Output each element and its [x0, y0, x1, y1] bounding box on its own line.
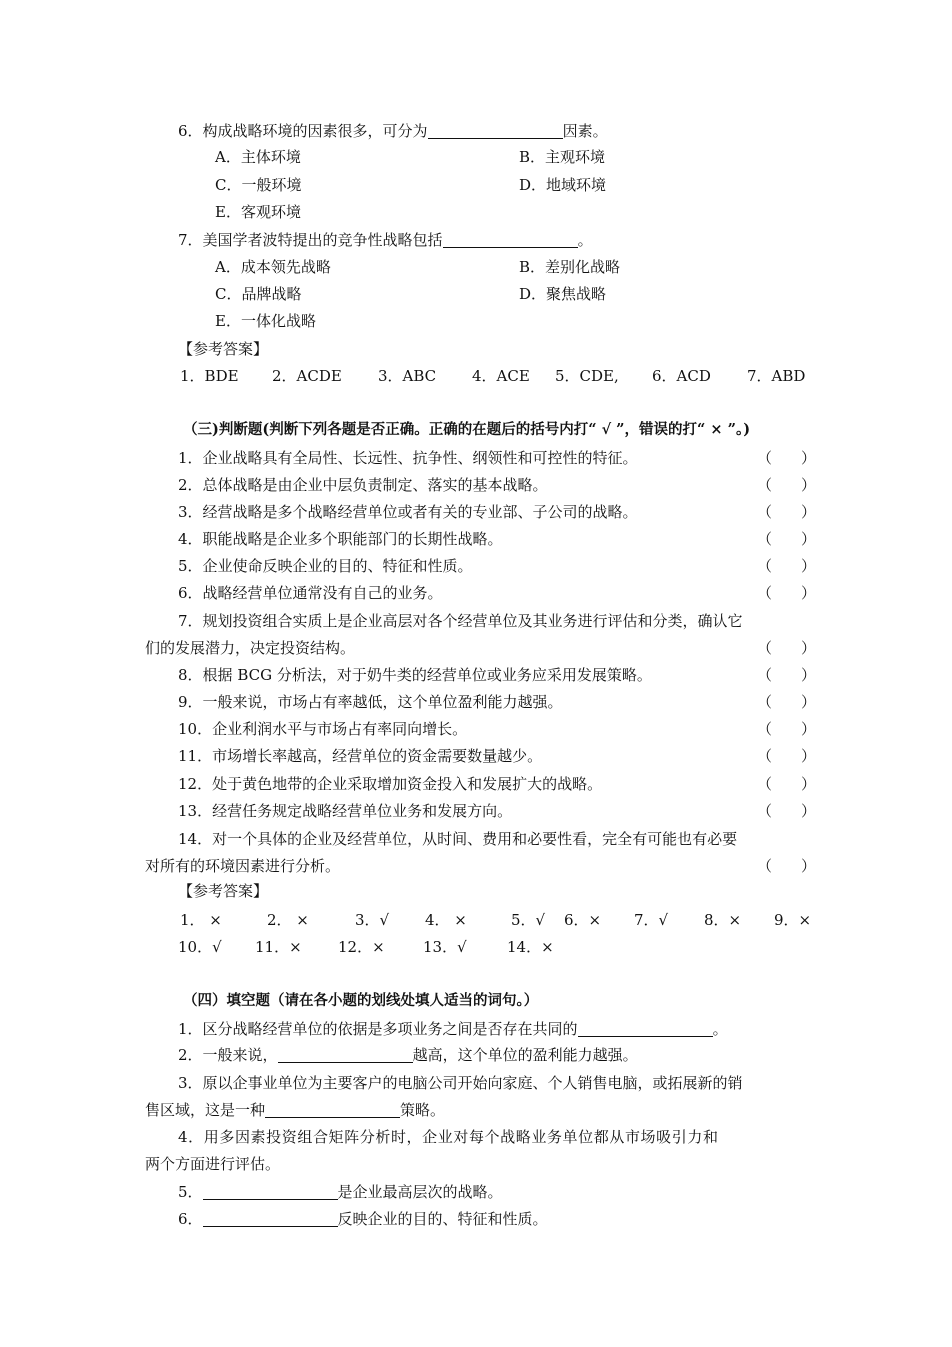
right-paren: ）: [801, 530, 817, 548]
fill-question-2: [0, 1044, 952, 1066]
question-number: 6．: [178, 122, 203, 140]
mc-answer-title: 【参考答案】: [178, 340, 269, 358]
tf-question-11: [0, 745, 952, 767]
tf-answer: 8．×: [704, 911, 742, 929]
tf-question-10: [0, 718, 952, 740]
mc-answer-row: [0, 365, 952, 387]
right-paren: ）: [801, 557, 817, 575]
tf-answer: 2． ×: [267, 911, 309, 929]
mc-answer: 4．ACE: [472, 367, 530, 385]
question-text-end: 。: [712, 1020, 728, 1038]
question-number: 12．: [178, 775, 213, 793]
question-text: 一般来说，: [202, 1046, 278, 1064]
question-number: 7．: [178, 231, 203, 249]
question-text: 们的发展潜力，决定投资结构。: [145, 639, 356, 657]
answer-blank[interactable]: [203, 1210, 338, 1227]
option-a: A．主体环境: [215, 148, 301, 166]
question-text: 两个方面进行评估。: [145, 1155, 281, 1173]
mc-question-6: [0, 120, 952, 142]
left-paren: （: [757, 639, 773, 657]
question-text: 美国学者波特提出的竞争性战略包括: [202, 231, 443, 249]
mc-answer: 6．ACD: [652, 367, 711, 385]
tf-answer: 7．√: [634, 911, 669, 929]
option-b: B．差别化战略: [519, 258, 621, 276]
answer-blank[interactable]: [265, 1101, 400, 1118]
tf-answer: 1． ×: [180, 911, 222, 929]
right-paren: ）: [801, 775, 817, 793]
option-c: C．一般环境: [215, 176, 302, 194]
question-text-end: 反映企业的目的、特征和性质。: [337, 1210, 548, 1228]
fill-question-3-cont: [0, 1099, 952, 1121]
question-text: 企业使命反映企业的目的、特征和性质。: [202, 557, 473, 575]
tf-question-7: [0, 610, 952, 632]
option-d: D．地域环境: [519, 176, 607, 194]
tf-answer-row-1: [0, 909, 952, 931]
right-paren: ）: [801, 476, 817, 494]
question-number: 3．: [178, 1074, 203, 1092]
option-e: E．客观环境: [215, 203, 301, 221]
question-text-end: 是企业最高层次的战略。: [337, 1183, 503, 1201]
question-text: 用多因素投资组合矩阵分析时，企业对每个战略业务单位都从市场吸引力和: [203, 1128, 719, 1146]
question-number: 3．: [178, 503, 203, 521]
answer-blank[interactable]: [428, 122, 563, 139]
left-paren: （: [757, 476, 773, 494]
option-a: A．成本领先战略: [215, 258, 331, 276]
tf-answer-row-2: [0, 936, 952, 958]
mc-q6-options-row-2: [0, 174, 952, 196]
section-title-fill-in: （四）填空题（请在各小题的划线处填人适当的词句。）: [183, 992, 539, 1009]
mc-q7-options-row-1: [0, 256, 952, 278]
question-text: 区分战略经营单位的依据是多项业务之间是否存在共同的: [202, 1020, 578, 1038]
question-number: 2．: [178, 476, 203, 494]
question-text: 总体战略是由企业中层负责制定、落实的基本战略。: [202, 476, 548, 494]
tf-answer: 9．×: [774, 911, 812, 929]
question-number: 7．: [178, 612, 203, 630]
right-paren: ）: [801, 449, 817, 467]
fill-question-1: [0, 1018, 952, 1040]
question-text: 构成战略环境的因素很多，可分为: [202, 122, 428, 140]
mc-answer: 7．ABD: [747, 367, 806, 385]
question-number: 14．: [178, 830, 213, 848]
answer-blank[interactable]: [578, 1020, 713, 1037]
question-number: 2．: [178, 1046, 203, 1064]
tf-question-7-cont: [0, 637, 952, 659]
tf-question-6: [0, 582, 952, 604]
question-number: 10．: [178, 720, 213, 738]
question-number: 4．: [178, 1128, 204, 1146]
question-text: 企业战略具有全局性、长远性、抗争性、纲领性和可控性的特征。: [202, 449, 638, 467]
option-b: B．主观环境: [519, 148, 606, 166]
question-text: 对所有的环境因素进行分析。: [145, 857, 341, 875]
section-title-true-false: （三)判断题(判断下列各题是否正确。正确的在题后的括号内打“ √ ”，错误的打“ × ”。): [183, 421, 751, 438]
tf-answer: 11．×: [255, 938, 302, 956]
tf-answer: 13．√: [423, 938, 467, 956]
question-number: 11．: [178, 747, 213, 765]
question-text-end: 策略。: [400, 1101, 446, 1119]
question-text: 战略经营单位通常没有自己的业务。: [202, 584, 443, 602]
fill-question-4-cont: [0, 1153, 952, 1175]
left-paren: （: [757, 775, 773, 793]
fill-question-5: [0, 1181, 952, 1203]
question-text-end: 因素。: [562, 122, 608, 140]
question-number: 5．: [178, 1183, 203, 1201]
question-text: 企业利润水平与市场占有率同向增长。: [212, 720, 468, 738]
tf-question-14-cont: [0, 855, 952, 877]
question-text: 规划投资组合实质上是企业高层对各个经营单位及其业务进行评估和分类，确认它: [202, 612, 743, 630]
right-paren: ）: [801, 693, 817, 711]
question-number: 6．: [178, 584, 203, 602]
tf-answer: 12．×: [338, 938, 385, 956]
question-number: 5．: [178, 557, 203, 575]
right-paren: ）: [801, 802, 817, 820]
left-paren: （: [757, 720, 773, 738]
mc-q7-options-row-2: [0, 283, 952, 305]
tf-answer: 14．×: [507, 938, 554, 956]
question-text-end: 。: [577, 231, 593, 249]
right-paren: ）: [801, 584, 817, 602]
right-paren: ）: [801, 503, 817, 521]
left-paren: （: [757, 584, 773, 602]
mc-answer: 3．ABC: [378, 367, 437, 385]
question-text: 根据 BCG 分析法，对于奶牛类的经营单位或业务应采用发展策略。: [202, 666, 652, 684]
question-text: 市场增长率越高，经营单位的资金需要数量越少。: [212, 747, 543, 765]
tf-question-2: [0, 474, 952, 496]
mc-q7-options-row-3: [0, 310, 952, 332]
left-paren: （: [757, 857, 773, 875]
question-number: 13．: [178, 802, 213, 820]
tf-answer: 6．×: [564, 911, 602, 929]
right-paren: ）: [801, 639, 817, 657]
mc-answer: 1．BDE: [180, 367, 239, 385]
fill-question-6: [0, 1208, 952, 1230]
question-number: 6．: [178, 1210, 203, 1228]
question-text: 处于黄色地带的企业采取增加资金投入和发展扩大的战略。: [212, 775, 603, 793]
question-text: 售区域，这是一种: [145, 1101, 266, 1119]
tf-answer-title: 【参考答案】: [178, 882, 269, 900]
left-paren: （: [757, 530, 773, 548]
tf-answer: 4． ×: [425, 911, 467, 929]
left-paren: （: [757, 666, 773, 684]
question-text-end: 越高，这个单位的盈利能力越强。: [412, 1046, 638, 1064]
mc-q6-options-row-3: [0, 201, 952, 223]
right-paren: ）: [801, 857, 817, 875]
tf-question-12: [0, 773, 952, 795]
mc-question-7: [0, 229, 952, 251]
tf-question-9: [0, 691, 952, 713]
fill-question-3: [0, 1072, 952, 1094]
tf-question-4: [0, 528, 952, 550]
answer-blank[interactable]: [203, 1183, 338, 1200]
mc-q6-options-row-1: [0, 146, 952, 168]
left-paren: （: [757, 802, 773, 820]
question-number: 9．: [178, 693, 203, 711]
tf-answer: 3．√: [355, 911, 390, 929]
tf-question-3: [0, 501, 952, 523]
question-text: 职能战略是企业多个职能部门的长期性战略。: [202, 530, 503, 548]
mc-answer: 5．CDE,: [555, 367, 619, 385]
question-text: 经营任务规定战略经营单位业务和发展方向。: [212, 802, 513, 820]
tf-question-1: [0, 447, 952, 469]
answer-blank[interactable]: [443, 231, 578, 248]
mc-answer: 2．ACDE: [272, 367, 342, 385]
question-text: 对一个具体的企业及经营单位，从时间、费用和必要性看，完全有可能也有必要: [212, 830, 738, 848]
tf-question-8: [0, 664, 952, 686]
tf-question-5: [0, 555, 952, 577]
right-paren: ）: [801, 666, 817, 684]
right-paren: ）: [801, 747, 817, 765]
left-paren: （: [757, 693, 773, 711]
right-paren: ）: [801, 720, 817, 738]
question-text: 一般来说，市场占有率越低，这个单位盈利能力越强。: [202, 693, 563, 711]
option-d: D．聚焦战略: [519, 285, 607, 303]
left-paren: （: [757, 747, 773, 765]
answer-blank[interactable]: [278, 1046, 413, 1063]
option-e: E．一体化战略: [215, 312, 316, 330]
question-text: 原以企事业单位为主要客户的电脑公司开始向家庭、个人销售电脑，或拓展新的销: [202, 1074, 743, 1092]
tf-answer: 10．√: [178, 938, 222, 956]
tf-question-13: [0, 800, 952, 822]
question-number: 4．: [178, 530, 203, 548]
question-number: 8．: [178, 666, 203, 684]
left-paren: （: [757, 449, 773, 467]
left-paren: （: [757, 503, 773, 521]
left-paren: （: [757, 557, 773, 575]
question-number: 1．: [178, 1020, 203, 1038]
question-number: 1．: [178, 449, 203, 467]
fill-question-4: [0, 1126, 952, 1148]
question-text: 经营战略是多个战略经营单位或者有关的专业部、子公司的战略。: [202, 503, 638, 521]
tf-answer: 5．√: [511, 911, 546, 929]
tf-question-14: [0, 828, 952, 850]
option-c: C．品牌战略: [215, 285, 302, 303]
